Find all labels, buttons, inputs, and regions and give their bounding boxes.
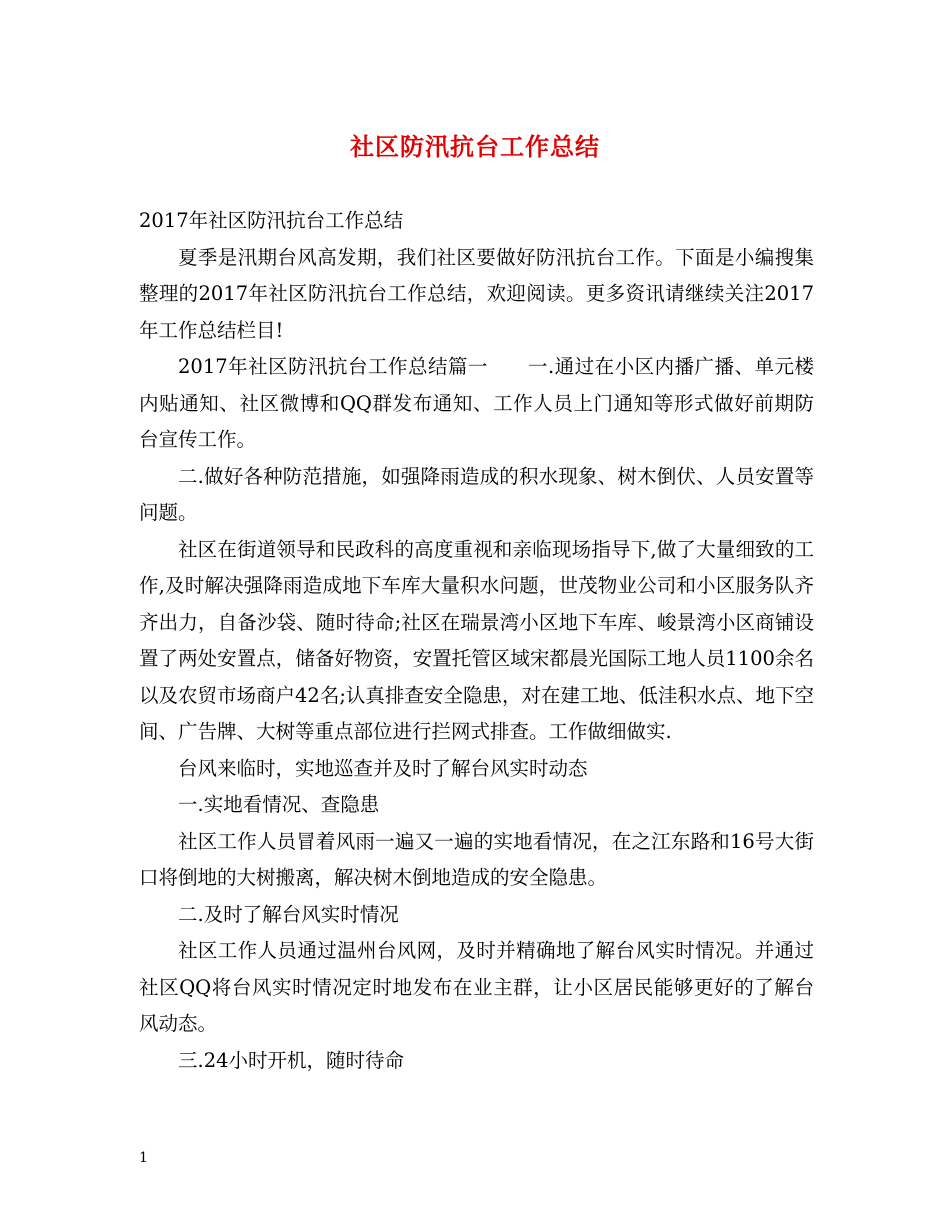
paragraph-heading-realtime: 二.及时了解台风实时情况	[178, 902, 399, 926]
paragraph-realtime: 社区工作人员通过温州台风网，及时并精确地了解台风实时情况。并通过社区QQ将台风实时情况定时地发布在业主群，让小区居民能够更好的了解台风动态。	[139, 939, 814, 1035]
paragraph-community-work: 社区在街道领导和民政科的高度重视和亲临现场指导下,做了大量细致的工作,及时解决强降雨造成地下车库大量积水问题，世茂物业公司和小区服务队齐齐出力，自备沙袋、随时待命;社区在瑞景湾小区地下车库、峻景湾小区商铺设置了两处安置点，储备好物资，安置托管区域宋都晨光国际工地人员1100余名以及农贸市场商户42名;认真排查安全隐患，对在建工地、低洼积水点、地下空间、广告牌、大树等重点部位进行拦网式排查。工作做细做实.	[139, 537, 814, 743]
paragraph-part-one: 2017年社区防汛抗台工作总结篇一 一.通过在小区内播广播、单元楼内贴通知、社区微博和QQ群发布通知、工作人员上门通知等形式做好前期防台宣传工作。	[139, 355, 814, 451]
page-number: 1	[139, 1150, 148, 1166]
paragraph-heading-inspection: 一.实地看情况、查隐患	[178, 793, 380, 816]
paragraph-inspection: 社区工作人员冒着风雨一遍又一遍的实地看情况，在之江东路和16号大街口将倒地的大树搬离，解决树木倒地造成的安全隐患。	[139, 829, 814, 889]
paragraph-subtitle: 2017年社区防汛抗台工作总结	[139, 209, 404, 232]
document-body	[139, 203, 814, 1079]
document-title: 社区防汛抗台工作总结	[350, 132, 600, 161]
paragraph-prevention: 二.做好各种防范措施，如强降雨造成的积水现象、树木倒伏、人员安置等问题。	[139, 464, 814, 524]
paragraph-heading-standby: 三.24小时开机，随时待命	[178, 1048, 405, 1072]
paragraph-intro: 夏季是汛期台风高发期，我们社区要做好防汛抗台工作。下面是小编搜集整理的2017年社区防汛抗台工作总结，欢迎阅读。更多资讯请继续关注2017年工作总结栏目!	[139, 245, 814, 342]
paragraph-typhoon-arrival: 台风来临时，实地巡查并及时了解台风实时动态	[178, 756, 588, 780]
